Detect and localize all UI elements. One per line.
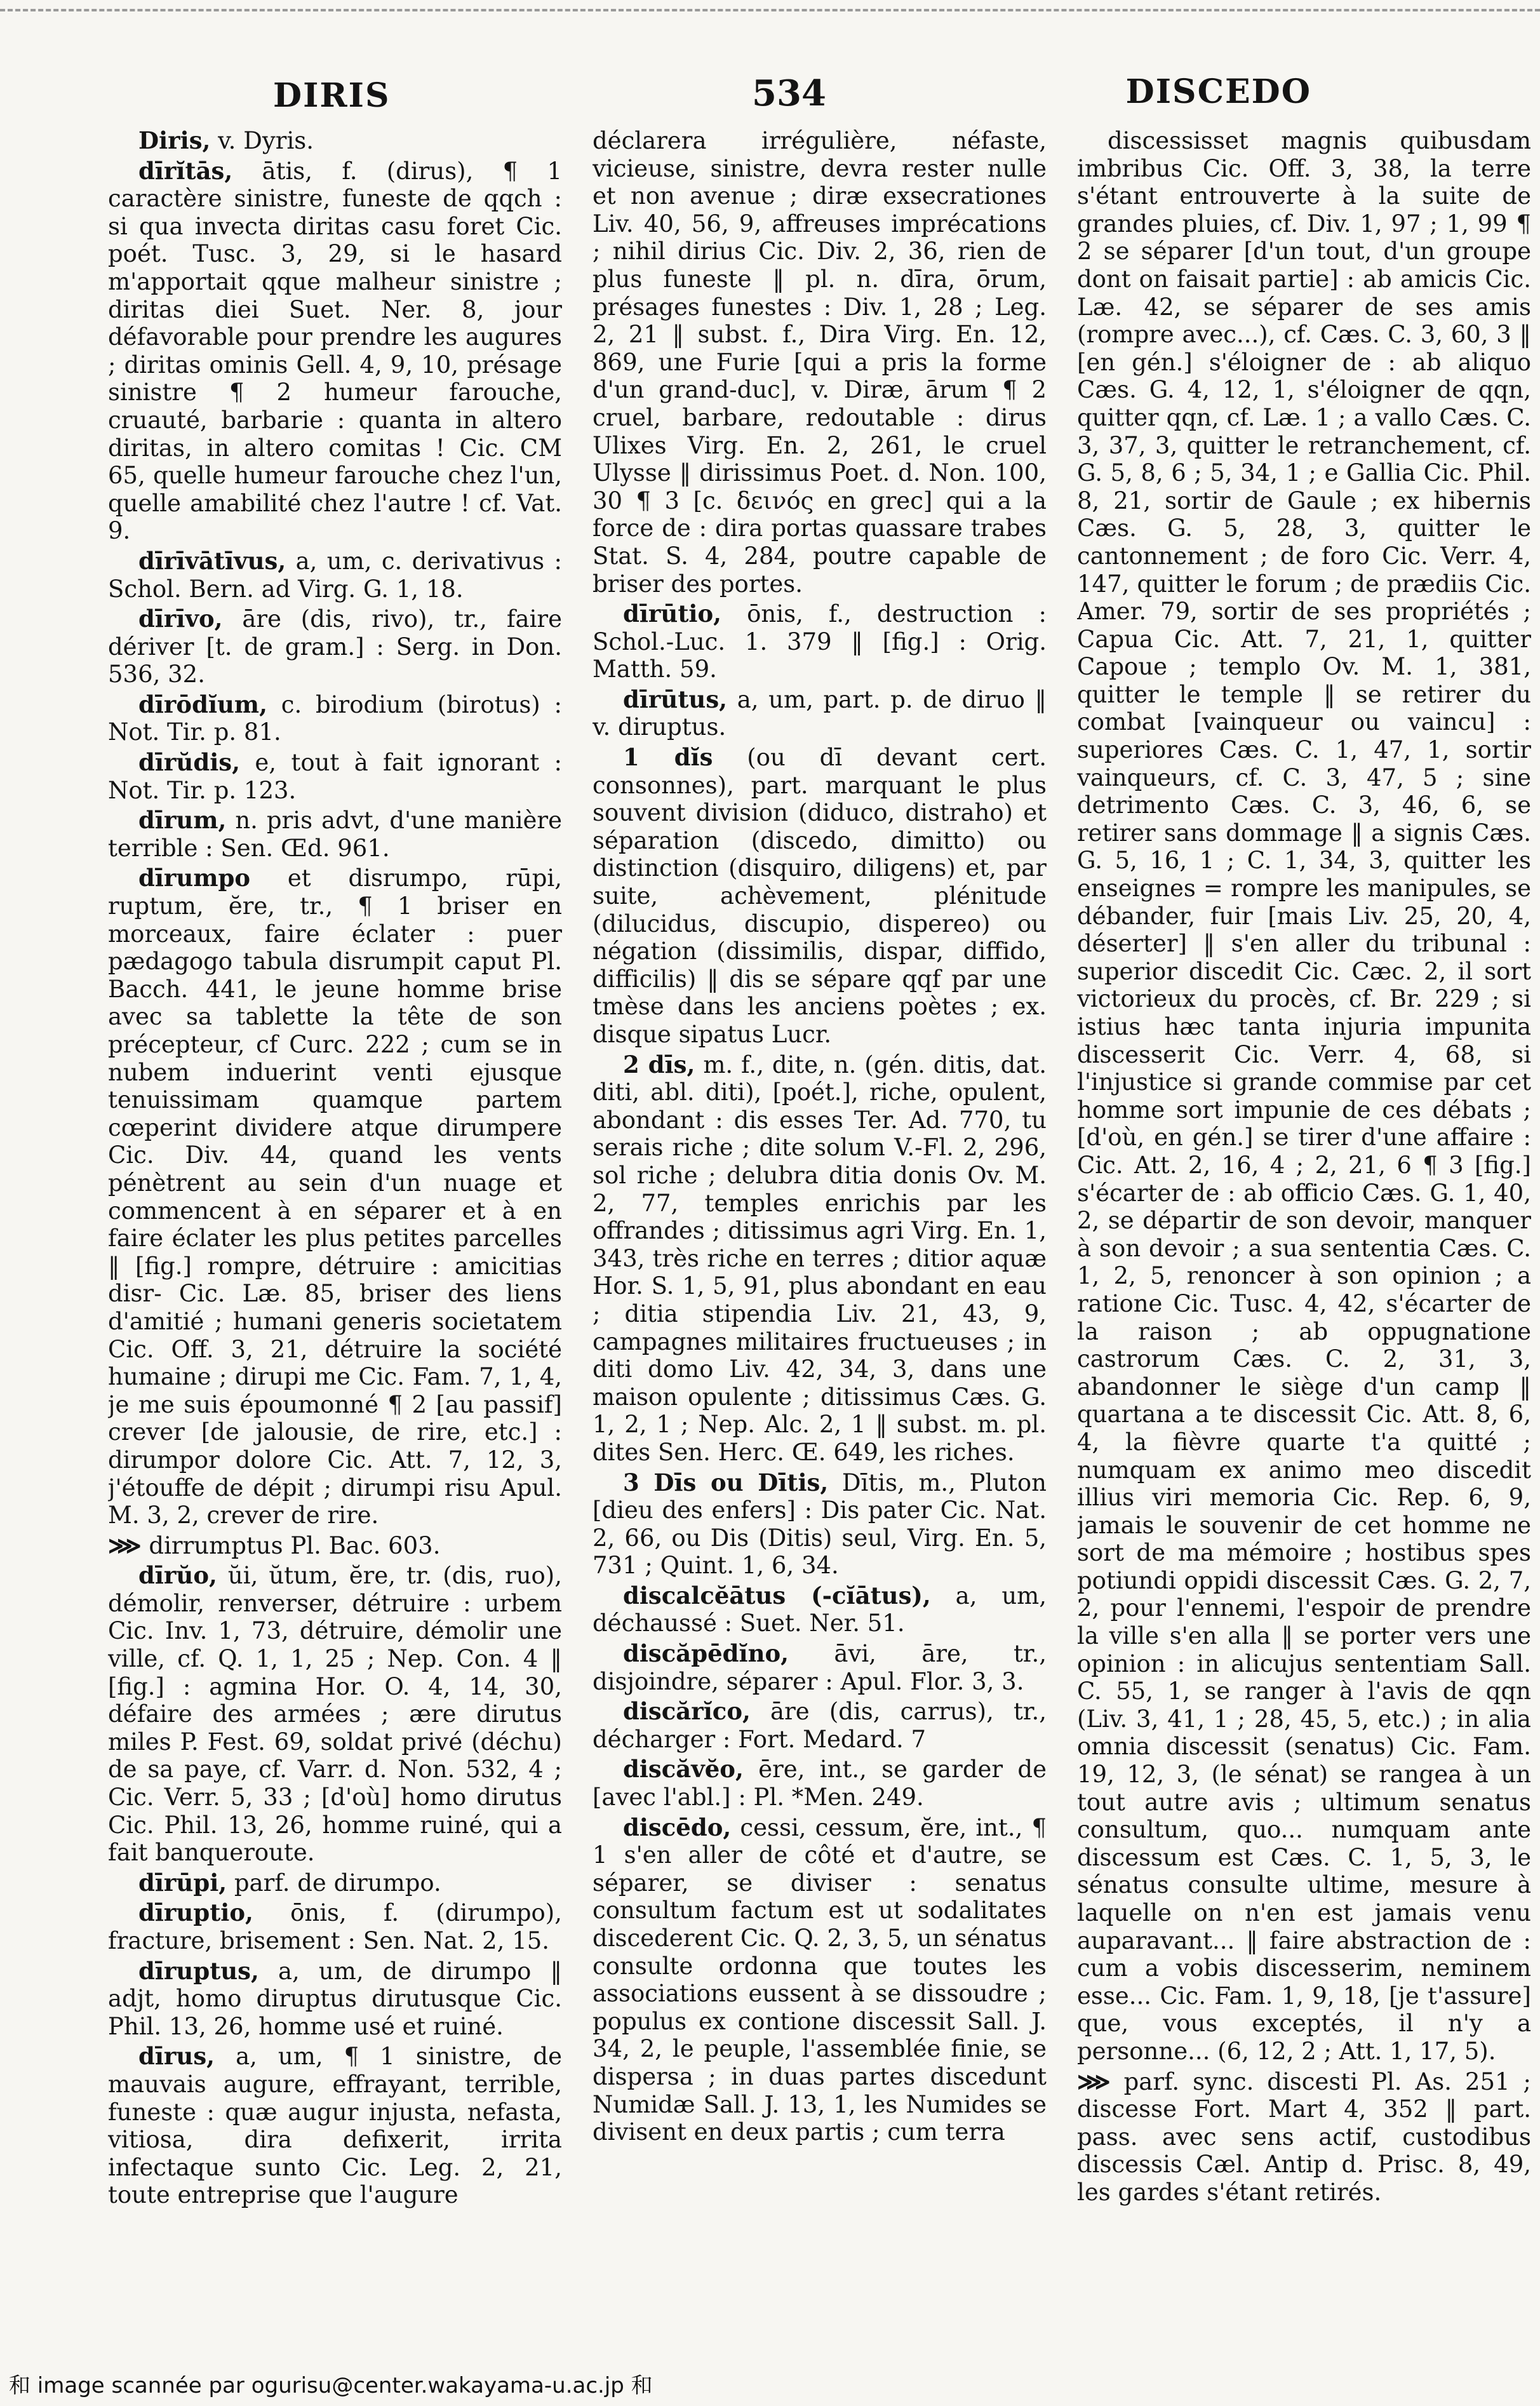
scan-top-rule [0,9,1540,11]
entry-definition: et disrumpo, rūpi, ruptum, ĕre, tr., ¶ 1 briser en morceaux, faire éclater : puer pædagogo tabula disrumpit caput Pl. Bacch. 441, le jeune homme brise avec sa tablette la tête de son précepteur, cf Curc. 222 ; cum se in nubem induerint venti ejusque tenuissimam quamque partem cœperint dividere atque dirumpere Cic. Div. 44, quand les vents pénètrent au sein d'un nuage et commencent à en séparer et à en faire éclater les plus petites parcelles ‖ [fig.] rompre, détruire : amicitias disr- Cic. Læ. 85, briser des liens d'amitié ; humani generis societatem Cic. Off. 3, 21, détruire la société humaine ; dirupi me Cic. Fam. 7, 1, 4, je me suis époumonné ¶ 2 [au passif] crever [de jalousie, de rire, etc.] : dirumpor dolore Cic. Att. 7, 12, 3, j'étouffe de dépit ; dirumpi risu Apul. M. 3, 2, crever de rire. [108,864,562,1529]
entry-definition: ōnis, f., destruction : Schol.-Luc. 1. 379 ‖ [fig.] : Orig. Matth. 59. [593,600,1047,683]
entry-definition: déclarera irrégulière, néfaste, vicieuse, sinistre, devra rester nulle et non avenue ; diræ exsecrationes Liv. 40, 56, 9, affreuses imprécations ; nihil dirius Cic. Div. 2, 36, rien de plus funeste ‖ pl. n. dīra, ōrum, présages funestes : Div. 1, 28 ; Leg. 2, 21 ‖ subst. f., Dira Virg. En. 12, 869, une Furie [qui a pris la forme d'un grand-duc], v. Diræ, ārum ¶ 2 cruel, barbare, redoutable : dirus Ulixes Virg. En. 2, 261, le cruel Ulysse ‖ dirissimus Poet. d. Non. 100, 30 ¶ 3 [c. δεινός en grec] qui a la force de : dira portas quassare trabes Stat. S. 4, 284, poutre capable de briser des portes. [593,127,1047,598]
entry-headword: discēdo, [623,1813,732,1841]
dictionary-entry [593,1469,1047,1580]
entry-headword: ⋙ [1077,2067,1111,2095]
entry-definition: a, um, de dirumpo ‖ adjt, homo diruptus dirutusque Cic. Phil. 13, 26, homme usé et ruiné. [108,1957,562,2040]
entry-definition: a, um, c. derivativus : Schol. Bern. ad Virg. G. 1, 18. [108,547,562,603]
dictionary-entry [108,749,562,804]
dictionary-entry [108,605,562,689]
entry-headword: dīruptio, [138,1899,253,1927]
running-head-left: DIRIS [273,76,391,115]
entry-definition: c. birodium (birotus) : Not. Tir. p. 81. [108,690,562,746]
dictionary-entry [108,2043,562,2209]
entry-headword: 3 Dīs ou Dītis, [623,1468,829,1496]
entry-headword: dīrum, [138,806,227,835]
page-number: 534 [752,72,826,114]
entry-definition: parf. sync. discesti Pl. As. 251 ; discesse Fort. Mart 4, 352 ‖ part. pass. avec sens actif, custodibus discessis Cæl. Antip d. Prisc. 8, 49, les gardes s'étant retirés. [1077,2067,1531,2206]
dictionary-entry [593,127,1047,598]
entry-definition: parf. de dirumpo. [234,1869,441,1897]
entry-headword: discalcĕātus (-cĭātus), [623,1581,931,1610]
running-head-right: DISCEDO [1125,72,1311,111]
dictionary-entry [593,1582,1047,1637]
entry-definition: dirrumptus Pl. Bac. 603. [149,1531,441,1559]
entry-headword: dīrōdĭum, [138,690,267,718]
dictionary-entry [108,1869,562,1897]
entry-headword: discăpēdĭno, [623,1639,789,1668]
entry-headword: dīrĭtās, [138,156,233,185]
entry-definition: ēre, int., se garder de [avec l'abl.] : Pl. *Men. 249. [593,1756,1047,1811]
entry-headword: dīruptus, [138,1956,259,1985]
entry-headword: Diris, [138,127,211,154]
dictionary-entry [1077,127,1531,2066]
dictionary-entry [108,548,562,603]
entry-headword: dīrŭo, [138,1561,217,1590]
entry-definition: āvi, āre, tr., disjoindre, séparer : Apul. Flor. 3, 3. [593,1640,1047,1695]
entry-definition: discessisset magnis quibusdam imbribus Cic. Off. 3, 38, la terre s'étant entrouverte à la suite de grandes pluies, cf. Div. 1, 97 ; 1, 99 ¶ 2 se séparer [d'un tout, d'un groupe dont on faisait partie] : ab amicis Cic. Læ. 42, se séparer de ses amis (rompre avec...), cf. Cæs. C. 3, 60, 3 ‖ [en gén.] s'éloigner de : ab aliquo Cæs. G. 4, 12, 1, s'éloigner de qqn, quitter qqn, cf. Læ. 1 ; a vallo Cæs. C. 3, 37, 3, quitter le retranchement, cf. G. 5, 8, 6 ; 5, 34, 1 ; e Gallia Cic. Phil. 8, 21, sortir de Gaule ; ex hibernis Cæs. G. 5, 28, 3, quitter le cantonnement ; de foro Cic. Verr. 4, 147, quitter le forum ; de prædiis Cic. Amer. 79, sortir de ses propriétés ; Capua Cic. Att. 7, 21, 1, quitter Capoue ; templo Ov. M. 1, 381, quitter le temple ‖ se retirer du combat [vainqueur ou vaincu] : superiores Cæs. C. 1, 47, 1, sortir vainqueurs, cf. C. 3, 47, 5 ; sine detrimento Cæs. C. 3, 46, 6, se retirer sans dommage ‖ a signis Cæs. G. 5, 16, 1 ; C. 1, 34, 3, quitter les enseignes = rompre les manipules, se débander, fuir [mais Liv. 25, 20, 4, déserter] ‖ s'en aller du tribunal : superior discedit Cic. Cæc. 2, il sort victorieux du procès, cf. Br. 229 ; si istius hæc tanta injuria impunita discesserit Cic. Verr. 4, 68, si l'injustice si grande commise par cet homme sort impunie de ces débats ; [d'où, en gén.] se tirer d'une affaire : Cic. Att. 2, 16, 4 ; 2, 21, 6 ¶ 3 [fig.] s'écarter de : ab officio Cæs. G. 1, 40, 2, se départir de son devoir, manquer à son devoir ; a sua sententia Cæs. C. 1, 2, 5, renoncer à son opinion ; a ratione Cic. Tusc. 4, 42, s'écarter de la raison ; ab oppugnatione castrorum Cæs. C. 2, 31, 3, abandonner le siège d'un camp ‖ quartana a te discessit Cic. Att. 8, 6, 4, la fièvre quarte t'a quitté ; numquam ex animo meo discedit illius viri memoria Cic. Rep. 6, 9, jamais le souvenir de cet homme ne sort de ma mémoire ; hostibus spes potiundi oppidi discessit Cæs. G. 2, 7, 2, pour l'ennemi, l'espoir de prendre la ville s'en alla ‖ se porter vers une opinion : in alicujus sententiam Sall. C. 55, 1, se ranger à l'avis de qqn (Liv. 3, 41, 1 ; 28, 45, 5, etc.) ; in alia omnia discessit (senatus) Cic. Fam. 19, 12, 3, (le sénat) se rangea à un tout autre avis ; ultimum senatus consultum, quo... numquam ante discessum est Cæs. C. 1, 5, 3, le sénatus consulte ultime, mesure à laquelle on n'en est jamais venu auparavant... ‖ faire abstraction de : cum a vobis discesserim, neminem esse... Cic. Fam. 1, 9, 18, [je t'assure] que, vous exceptés, il n'y a personne... (6, 12, 2 ; Att. 1, 17, 5). [1077,127,1531,2065]
dictionary-entry [593,686,1047,741]
entry-headword: dīrus, [138,2042,215,2071]
dictionary-entry [108,691,562,746]
entry-definition: ātis, f. (dirus), ¶ 1 caractère sinistre, funeste de qqch : si qua invecta diritas casu foret Cic. poét. Tusc. 3, 29, si le hasard m'apportait qque malheur sinistre ; diritas diei Suet. Ner. 8, jour défavorable pour prendre les augures ; diritas ominis Gell. 4, 9, 10, présage sinistre ¶ 2 humeur farouche, cruauté, barbarie : quanta in altero diritas, in altero comitas ! Cic. CM 65, quelle humeur farouche chez l'un, quelle amabilité chez l'autre ! cf. Vat. 9. [108,157,562,545]
scan-credit-footer: 和 image scannée par ogurisu@center.wakayama-u.ac.jp 和 [9,2373,653,2398]
column-1 [108,127,562,2255]
dictionary-entry [593,1814,1047,2146]
dictionary-entry [593,1051,1047,1467]
entry-headword: 2 dīs, [623,1050,695,1079]
entry-definition: āre (dis, rivo), tr., faire dériver [t. de gram.] : Serg. in Don. 536, 32. [108,605,562,689]
dictionary-entry [108,1532,562,1560]
entry-headword: discăvĕo, [623,1755,744,1784]
entry-definition: cessi, cessum, ĕre, int., ¶ 1 s'en aller de côté et d'autre, se séparer, se diviser : senatus consultum factum est ut sodalitates discederent Cic. Q. 2, 3, 5, un sénatus consulte ordonna que toutes les associations eussent à se dissoudre ; populus ex contione discessit Sall. J. 34, 2, le peuple, l'assemblée finie, se dispersa ; in duas partes discedunt Numidæ Sall. J. 13, 1, les Numides se divisent en deux partis ; cum terra [593,1813,1047,2146]
entry-headword: dīrūtio, [623,600,722,628]
entry-headword: dīrīvātīvus, [138,546,286,575]
entry-headword: dīrūpi, [138,1868,227,1897]
dictionary-entry [1077,2068,1531,2207]
entry-headword: discărĭco, [623,1697,751,1726]
entry-definition: āre (dis, carrus), tr., décharger : Fort. Medard. 7 [593,1698,1047,1753]
dictionary-entry [593,744,1047,1049]
column-2 [593,127,1047,2255]
entry-definition: v. Dyris. [218,127,314,154]
dictionary-entry [593,600,1047,683]
entry-definition: ŭi, ŭtum, ĕre, tr. (dis, ruo), démolir, renverser, détruire : urbem Cic. Inv. 1, 73, détruire, démolir une ville, cf. Q. 1, 1, 25 ; Nep. Con. 4 ‖ [fig.] : agmina Hor. O. 4, 14, 30, défaire des armées ; ære dirutus miles P. Fest. 69, soldat privé (déchu) de sa paye, cf. Varr. d. Non. 532, 4 ; Cic. Verr. 5, 33 ; [d'où] homo dirutus Cic. Phil. 13, 26, homme ruiné, qui a fait banqueroute. [108,1562,562,1867]
entry-headword: ⋙ [108,1531,142,1559]
dictionary-entry [108,127,562,155]
entry-definition: e, tout à fait ignorant : Not. Tir. p. 123. [108,749,562,804]
dictionary-entry [108,864,562,1529]
entry-definition: a, um, part. p. de diruo ‖ v. diruptus. [593,685,1047,741]
entry-headword: dīrīvo, [138,605,223,633]
dictionary-columns [108,127,1537,2255]
entry-definition: n. pris advt, d'une manière terrible : Sen. Œd. 961. [108,807,562,862]
entry-definition: a, um, déchaussé : Suet. Ner. 51. [593,1582,1047,1637]
entry-definition: m. f., dite, n. (gén. ditis, dat. diti, abl. diti), [poét.], riche, opulent, abondant : dis esses Ter. Ad. 770, tu serais riche ; dite solum V.-Fl. 2, 296, sol riche ; delubra ditia donis Ov. M. 2, 77, temples enrichis par les offrandes ; ditissimus agri Virg. En. 1, 343, très riche en terres ; ditior aquæ Hor. S. 1, 5, 91, plus abondant en eau ; ditia stipendia Liv. 21, 43, 9, campagnes militaires fructueuses ; in diti domo Liv. 42, 34, 3, dans une maison opulente ; ditissimus Cæs. G. 1, 2, 1 ; Nep. Alc. 2, 1 ‖ subst. m. pl. dites Sen. Herc. Œ. 649, les riches. [593,1051,1047,1466]
entry-definition: (ou dī devant cert. consonnes), part. marquant le plus souvent division (diduco, distraho) et séparation (discedo, dimitto) ou distinction (disquiro, diligens) et, par suite, achèvement, plénitude (dilucidus, discupio, dispereo) ou négation (dissimilis, dispar, diffido, difficilis) ‖ dis se sépare qqf par une tmèse dans les anciens poètes ; ex. disque sipatus Lucr. [593,744,1047,1048]
column-3 [1077,127,1531,2255]
page-header [267,64,1311,121]
dictionary-entry [108,807,562,862]
entry-headword: dīrŭdis, [138,748,240,777]
entry-definition: ōnis, f. (dirumpo), fracture, brisement : Sen. Nat. 2, 15. [108,1899,562,1954]
entry-definition: a, um, ¶ 1 sinistre, de mauvais augure, effrayant, terrible, funeste : quæ augur injusta, nefasta, vitiosa, dira defixerit, irrita infectaque sunto Cic. Leg. 2, 21, toute entreprise que l'augure [108,2043,562,2209]
dictionary-entry [108,158,562,545]
dictionary-entry [593,1698,1047,1753]
dictionary-entry [108,1562,562,1867]
entry-definition: Dītis, m., Pluton [dieu des enfers] : Dis pater Cic. Nat. 2, 66, ou Dis (Ditis) seul, Virg. En. 5, 731 ; Quint. 1, 6, 34. [593,1468,1047,1580]
dictionary-entry [593,1756,1047,1811]
entry-headword: 1 dĭs [623,743,713,772]
dictionary-entry [108,1899,562,1954]
dictionary-entry [108,1958,562,2041]
dictionary-entry [593,1640,1047,1695]
entry-headword: dīrumpo [138,864,251,892]
entry-headword: dīrūtus, [623,685,728,713]
